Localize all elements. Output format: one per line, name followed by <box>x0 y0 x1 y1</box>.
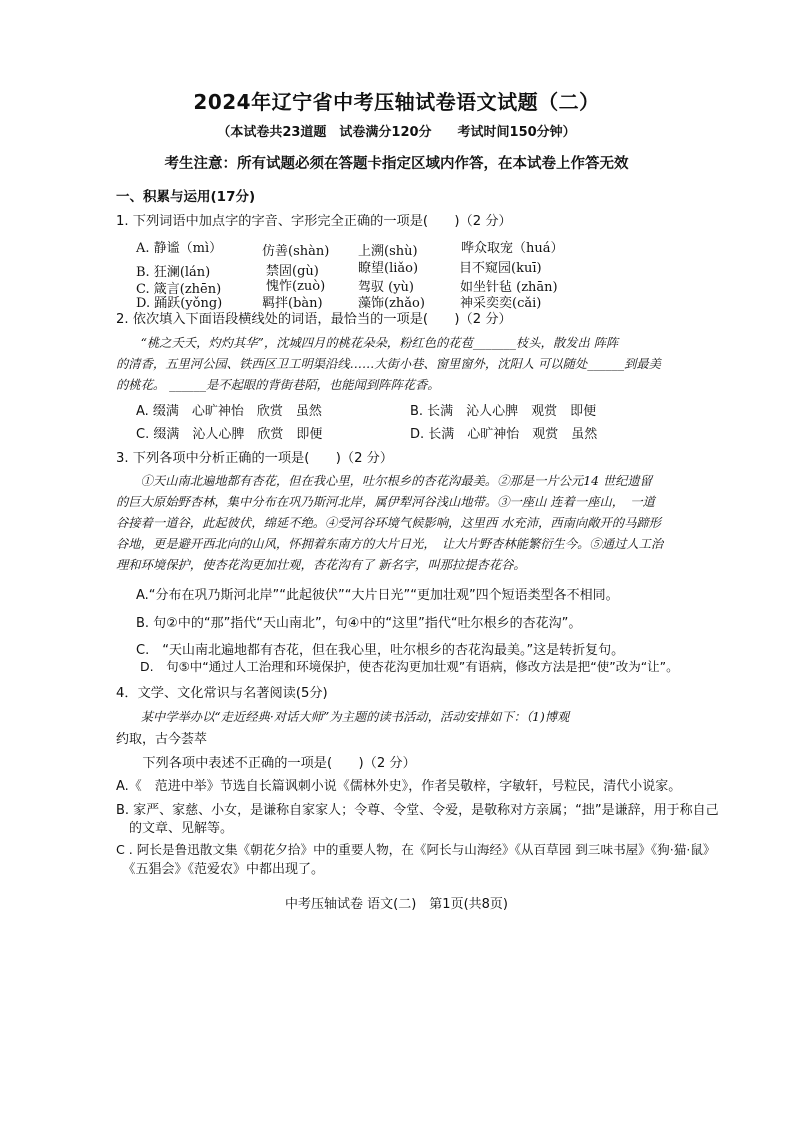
q2-passage-line: “桃之夭夭，灼灼其华”，沈城四月的桃花朵朵，粉红色的花苞_______枝头，散发出 阵阵 <box>116 336 619 350</box>
q1-option-d4: 神采奕奕(cǎi) <box>460 296 542 311</box>
q2-option-d: D. 长满 心旷神怡 观赏 虽然 <box>410 427 598 442</box>
q2-option-c: C. 缀满 沁人心脾 欣赏 即便 <box>136 427 323 442</box>
q1-option-b2: 禁固(gù) <box>266 264 319 279</box>
page-title: 2024年辽宁省中考压轴试卷语文试题（二） <box>193 90 600 114</box>
q1-option-c4: 如坐针毡 (zhān) <box>460 280 558 295</box>
q4-sub-stem: 下列各项中表述不正确的一项是( )（2 分） <box>116 756 416 771</box>
q1-option-c3: 驾驭 (yù) <box>358 280 414 295</box>
q1-option-a1: A. 静谧（mì） <box>136 241 223 256</box>
q3-passage-line: 理和环境保护，使杏花沟更加壮观，杏花沟有了 新名字，叫那拉提杏花谷。 <box>116 558 526 572</box>
q1-option-d3: 藻饰(zhǎo) <box>358 296 425 311</box>
q3-option-d: D. 句⑤中“通过人工治理和环境保护，使杏花沟更加壮观”有语病，修改方法是把“使”改为“让”。 <box>140 659 679 674</box>
q1-option-d2: 羁拌(bàn) <box>262 296 323 311</box>
q3-passage-line: 谷地，更是避开西北向的山风，怀拥着东南方的大片日光， 让大片野杏林能繁衍生今。⑤通过人工治 <box>116 537 664 551</box>
q1-option-a4: 哗众取宠（huá） <box>461 241 564 256</box>
section-title: 一、积累与运用(17分) <box>116 189 256 205</box>
q1-option-b1: B. 狂澜(lán) <box>136 265 211 280</box>
q3-passage-line: 的巨大原始野杏林，集中分布在巩乃斯河北岸，属伊犁河谷浅山地带。③一座山 连着一座山， 一道 <box>116 495 655 509</box>
q1-option-d1: D. 踊跃(yǒng) <box>136 296 223 311</box>
q3-passage-line: ①天山南北遍地都有杏花，但在我心里，吐尔根乡的杏花沟最美。②那是一片公元14 世纪遗留 <box>116 474 653 488</box>
question-4-stem: 4．文学、文化常识与名著阅读(5分) <box>116 686 328 701</box>
q2-passage-line: 的桃花。 ______是不起眼的背街巷陌，也能闻到阵阵花香。 <box>116 378 440 392</box>
q1-option-b4: 目不窥园(kuī) <box>459 261 542 276</box>
q2-option-b: B. 长满 沁人心脾 观赏 即便 <box>410 404 597 419</box>
q3-passage-line: 谷接着一道谷，此起彼伏，绵延不绝。④受河谷环境气候影响，这里西 水充沛，西南向敞开的马蹄形 <box>116 516 661 530</box>
q4-option-b: B. 家严、家慈、小女，是谦称自家家人；令尊、令堂、令爱，是敬称对方亲属；“拙”是谦辞，用于称自己 <box>116 803 719 818</box>
q4-option-c: C . 阿长是鲁迅散文集《朝花夕拾》中的重要人物，在《阿长与山海经》《从百草园 到三味书屋》《狗·猫·鼠》 <box>116 842 716 857</box>
exam-notice: 考生注意：所有试题必须在答题卡指定区域内作答，在本试卷上作答无效 <box>164 156 629 172</box>
q1-option-c1: C. 箴言(zhēn) <box>136 282 222 297</box>
q1-option-b3: 瞭望(liǎo) <box>358 261 419 276</box>
question-3-stem: 3. 下列各项中分析正确的一项是( )（2 分） <box>116 451 394 466</box>
q2-option-a: A. 缀满 心旷神怡 欣赏 虽然 <box>136 404 322 419</box>
q4-option-c-cont: 《五猖会》《范爱农》中都出现了。 <box>116 862 325 877</box>
q4-intro-line: 某中学举办以“走近经典·对话大师”为主题的读书活动，活动安排如下：（1)博观 <box>116 710 570 724</box>
q3-option-a: A.“分布在巩乃斯河北岸”“此起彼伏”“大片日光”“更加壮观”四个短语类型各不相同。 <box>136 588 619 603</box>
q1-option-c2: 愧怍(zuò) <box>266 279 326 294</box>
page-footer: 中考压轴试卷 语文(二) 第1页(共8页) <box>285 897 508 912</box>
q4-option-a: A.《 范进中举》节选自长篇讽刺小说《儒林外史》，作者吴敬梓，字敏轩，号粒民，清代小说家。 <box>116 779 682 794</box>
q4-option-b-cont: 的文章、见解等。 <box>116 821 234 836</box>
q1-option-a2: 仿善(shàn) <box>262 244 330 259</box>
question-2-stem: 2. 依次填入下面语段横线处的词语，最恰当的一项是( )（2 分） <box>116 312 512 327</box>
q2-passage-line: 的清香，五里河公园、铁西区卫工明渠沿线……大街小巷、窗里窗外，沈阳人 可以随处______到最美 <box>116 357 661 371</box>
exam-info: （本试卷共23道题 试卷满分120分 考试时间150分钟） <box>217 125 576 140</box>
q3-option-b: B. 句②中的“那”指代“天山南北”，句④中的“这里”指代“吐尔根乡的杏花沟”。 <box>136 616 582 631</box>
question-1-stem: 1. 下列词语中加点字的字音、字形完全正确的一项是( )（2 分） <box>116 214 512 229</box>
q4-intro-line: 约取，古今荟萃 <box>116 732 208 747</box>
q3-option-c: C. “天山南北遍地都有杏花，但在我心里，吐尔根乡的杏花沟最美。”这是转折复句。 <box>136 643 625 658</box>
q1-option-a3: 上溯(shù) <box>358 244 418 259</box>
